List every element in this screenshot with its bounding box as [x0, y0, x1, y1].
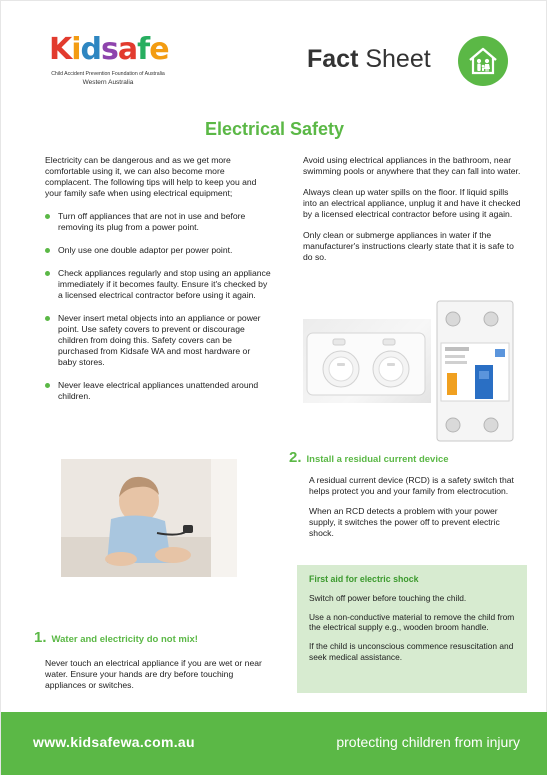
section-2-paragraph: When an RCD detects a problem with your power supply, it switches the power off to prevent electric shock.: [309, 506, 500, 538]
right-paragraph: Always clean up water spills on the floor. If liquid spills into an electrical appliance, unplug it and have it checked by a licensed electrical contractor before using it again.: [303, 187, 521, 219]
section-2-heading: [289, 449, 449, 466]
tip-item: Never leave electrical appliances unattended around children.: [45, 380, 271, 402]
tip-item: Turn off appliances that are not in use and before removing its plug from a power point.: [45, 211, 271, 233]
section-1-body: Never touch an electrical appliance if you are wet or near water. Ensure your hands are dry before touching appliances or switches.: [45, 658, 262, 690]
section-2-paragraph: A residual current device (RCD) is a safety switch that helps protect you and your family from electrocution.: [309, 475, 514, 496]
right-column: [303, 155, 521, 273]
first-aid-item: Use a non-conductive material to remove the child from the electrical supply e.g., wooden broom handle.: [309, 611, 515, 633]
fact-sheet-rest: Sheet: [358, 45, 431, 73]
first-aid-item: If the child is unconscious commence resuscitation and seek medical assistance.: [309, 641, 514, 662]
section-1-title: Water and electricity do not mix!: [51, 634, 198, 645]
logo-letter: K: [49, 32, 72, 67]
power-outlet-photo: [303, 319, 431, 403]
logo-subtitle: Child Accident Prevention Foundation of Australia: [51, 71, 165, 77]
footer-tagline: protecting children from injury: [336, 734, 520, 750]
tips-list: [45, 211, 271, 402]
logo-letter: s: [101, 32, 118, 67]
child-with-plug-photo: [61, 459, 237, 577]
fact-sheet-bold: Fact: [307, 45, 359, 73]
footer-website-link[interactable]: www.kidsafewa.com.au: [33, 734, 195, 750]
right-paragraph: Only clean or submerge appliances in water if the manufacturer's instructions clearly state that it is safe to do so.: [303, 230, 514, 262]
section-2-title: Install a residual current device: [306, 454, 449, 465]
tip-item: Check appliances regularly and stop using an appliance immediately if it becomes faulty. Ensure it's checked by a licensed electrical contractor before using it again.: [45, 268, 271, 301]
logo-letter: a: [117, 32, 138, 67]
tip-item: Only use one double adaptor per power point.: [45, 245, 271, 256]
right-paragraph: Avoid using electrical appliances in the bathroom, near swimming pools or anywhere that they can fall into water.: [303, 155, 521, 176]
logo-region: Western Australia: [82, 79, 134, 86]
logo-letter: i: [71, 32, 81, 67]
section-2-body: [309, 475, 525, 548]
intro-paragraph: Electricity can be dangerous and as we get more comfortable using it, we can also become more complacent. The following tips will help to keep you and your family safe when using electrical equipment;: [45, 155, 257, 198]
first-aid-box: [297, 565, 527, 693]
kidsafe-logo: [41, 29, 176, 101]
logo-letter: d: [80, 32, 102, 67]
page-title: Electrical Safety: [204, 119, 345, 139]
section-1-number: 1.: [34, 629, 47, 646]
logo-letter: f: [137, 32, 150, 67]
rcd-switch-photo: [433, 297, 517, 445]
left-column: [45, 155, 271, 414]
tip-item: Never insert metal objects into an appliance or power point. Use safety covers to prevent or discourage children from doing this. Safety covers can be purchased from Kidsafe WA and most hardware or baby stores.: [45, 313, 271, 368]
logo-letter: e: [149, 32, 169, 67]
first-aid-item: Switch off power before touching the child.: [309, 592, 467, 603]
section-2-number: 2.: [289, 449, 302, 466]
family-house-icon: [458, 36, 508, 86]
section-1-heading: [34, 629, 198, 646]
first-aid-heading: First aid for electric shock: [309, 574, 419, 584]
fact-sheet-title: [307, 45, 431, 74]
logo-wordmark: [49, 33, 169, 67]
footer-bar: [1, 712, 547, 775]
